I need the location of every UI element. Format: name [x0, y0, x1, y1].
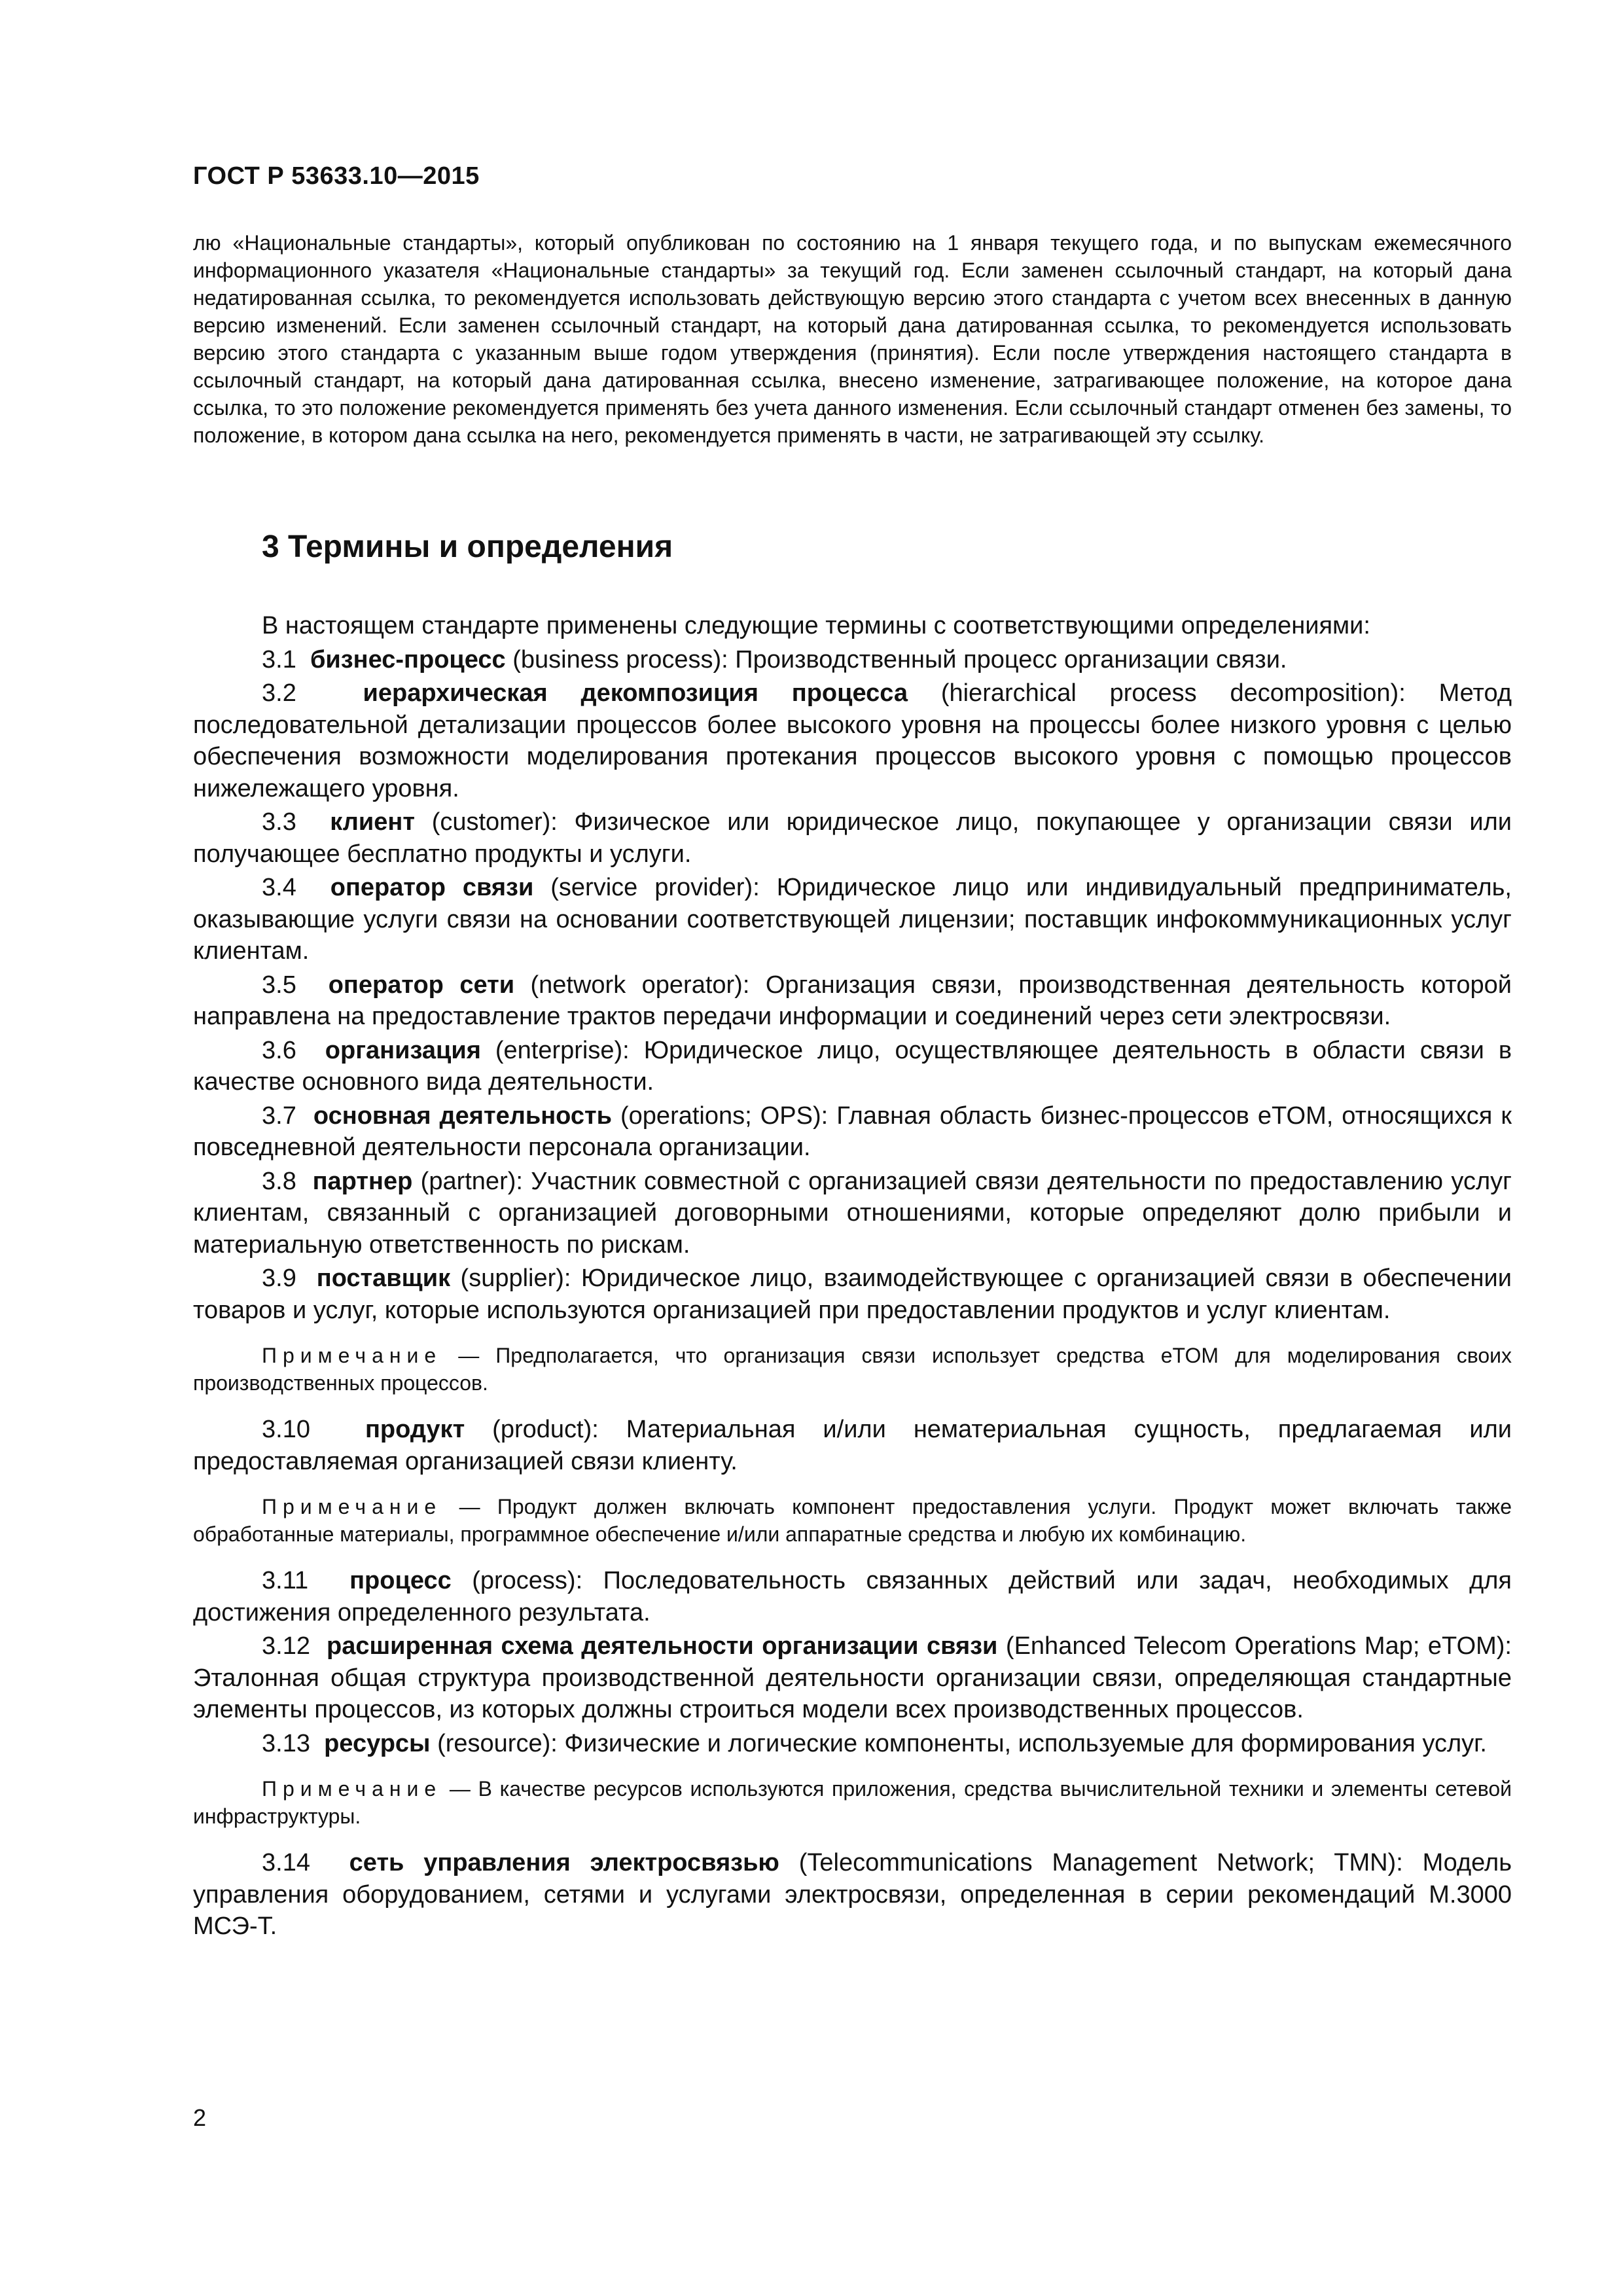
- note-after-3-9: Примечание — Предполагается, что организация связи использует средства eTOM для моделирования своих производственных процессов.: [193, 1344, 1512, 1395]
- document-page: [193, 0, 1512, 2296]
- section-lead: В настоящем стандарте применены следующие термины с соответствующими определениями:: [262, 612, 1370, 639]
- term-name: бизнес-процесс: [310, 645, 506, 673]
- term-name: организация: [325, 1036, 481, 1064]
- definitions-body: [193, 610, 1512, 1945]
- term-3-5: 3.5 оператор сети (network operator): Организация связи, производственная деятельность которой направлена на предоставление трактов передачи информации и соединений через сети электросвязи.: [193, 971, 1512, 1030]
- term-name: иерархическая декомпозиция процесса: [363, 679, 908, 707]
- intro-paragraph: лю «Национальные стандарты», который опубликован по состоянию на 1 января текущего года, и по выпускам ежемесячного информационного указателя «Национальные стандарты» за текущий год. Если заменен ссылочный стандарт, на который дана недатированная ссылка, то рекомендуется использовать действующую версию этого стандарта с учетом всех внесенных в данную версию изменений. Если заменен ссылочный стандарт, на который дана датированная ссылка, то рекомендуется использовать версию этого стандарта с указанным выше годом утверждения (принятия). Если после утверждения настоящего стандарта в ссылочный стандарт, на который дана датированная ссылка, внесено изменение, затрагивающее положение, на которое дана ссылка, то это положение рекомендуется применять без учета данного изменения. Если ссылочный стандарт отменен без замены, то положение, в котором дана ссылка на него, рекомендуется применять в части, не затрагивающей эту ссылку.: [193, 231, 1512, 447]
- note-after-3-10: Примечание — Продукт должен включать компонент предоставления услуги. Продукт может включать также обработанные материалы, программное обеспечение и/или аппаратные средства и любую их комбинацию.: [193, 1495, 1512, 1546]
- term-name: поставщик: [316, 1265, 451, 1292]
- term-3-1: 3.1 бизнес-процесс (business process): Производственный процесс организации связи.: [262, 645, 1287, 673]
- note-label: Примечание: [262, 1495, 442, 1518]
- term-name: сеть управления электросвязью: [349, 1849, 779, 1876]
- note-after-3-13: Примечание — В качестве ресурсов используются приложения, средства вычислительной техники и элементы сетевой инфраструктуры.: [193, 1777, 1512, 1828]
- document-code-header: ГОСТ Р 53633.10—2015: [193, 162, 480, 190]
- term-3-6: 3.6 организация (enterprise): Юридическое лицо, осуществляющее деятельность в области связи в качестве основного вида деятельности.: [193, 1036, 1512, 1096]
- term-name: оператор связи: [330, 874, 534, 901]
- term-3-4: 3.4 оператор связи (service provider): Юридическое лицо или индивидуальный предприниматель, оказывающие услуги связи на основании соответствующей лицензии; поставщик инфокоммуникационных услуг клиентам.: [193, 874, 1512, 965]
- term-3-3: 3.3 клиент (customer): Физическое или юридическое лицо, покупающее у организации связи или получающее бесплатно продукты и услуги.: [193, 808, 1512, 868]
- term-name: продукт: [365, 1416, 465, 1443]
- term-name: основная деятельность: [313, 1102, 612, 1130]
- term-3-12: 3.12 расширенная схема деятельности организации связи (Enhanced Telecom Operations Map; eTOM): Эталонная общая структура производственной деятельности организации связи, определяющая стандартные элементы процессов, из которых должны строиться модели всех производственных процессов.: [193, 1632, 1512, 1723]
- term-name: ресурсы: [324, 1729, 431, 1757]
- note-label: Примечание: [262, 1344, 442, 1367]
- term-name: партнер: [312, 1167, 413, 1195]
- note-label: Примечание: [262, 1777, 442, 1801]
- term-3-8: 3.8 партнер (partner): Участник совместной с организацией связи деятельности по предоставлению услуг клиентам, связанный с организацией договорными отношениями, которые определяют долю прибыли и материальную ответственность по рискам.: [193, 1167, 1512, 1259]
- term-3-14: 3.14 сеть управления электросвязью (Telecommunications Management Network; TMN): Модель управления оборудованием, сетями и услугами электросвязи, определенная в серии рекомендаций М.3000 МСЭ-Т.: [193, 1849, 1512, 1940]
- term-name: клиент: [330, 808, 415, 836]
- term-3-7: 3.7 основная деятельность (operations; OPS): Главная область бизнес-процессов eTOM, относящихся к повседневной деятельности персонала организации.: [193, 1102, 1512, 1161]
- term-name: процесс: [349, 1567, 452, 1594]
- term-name: расширенная схема деятельности организации связи: [326, 1632, 998, 1660]
- term-3-9: 3.9 поставщик (supplier): Юридическое лицо, взаимодействующее с организацией связи в обеспечении товаров и услуг, которые используются организацией при предоставлении продуктов и услуг клиентам.: [193, 1265, 1512, 1324]
- term-3-10: 3.10 продукт (product): Материальная и/или нематериальная сущность, предлагаемая или предоставляемая организацией связи клиенту.: [193, 1416, 1512, 1475]
- section-title: 3 Термины и определения: [262, 529, 673, 564]
- term-3-2: 3.2 иерархическая декомпозиция процесса (hierarchical process decomposition): Метод последовательной детализации процессов более высокого уровня на процессы более низкого уровня с целью обеспечения возможности моделирования протекания процессов высокого уровня с помощью процессов нижележащего уровня.: [193, 679, 1512, 802]
- term-3-11: 3.11 процесс (process): Последовательность связанных действий или задач, необходимых для достижения определенного результата.: [193, 1567, 1512, 1626]
- term-3-13: 3.13 ресурсы (resource): Физические и логические компоненты, используемые для формирования услуг.: [262, 1729, 1487, 1757]
- term-name: оператор сети: [328, 971, 515, 999]
- page-number: 2: [193, 2104, 207, 2131]
